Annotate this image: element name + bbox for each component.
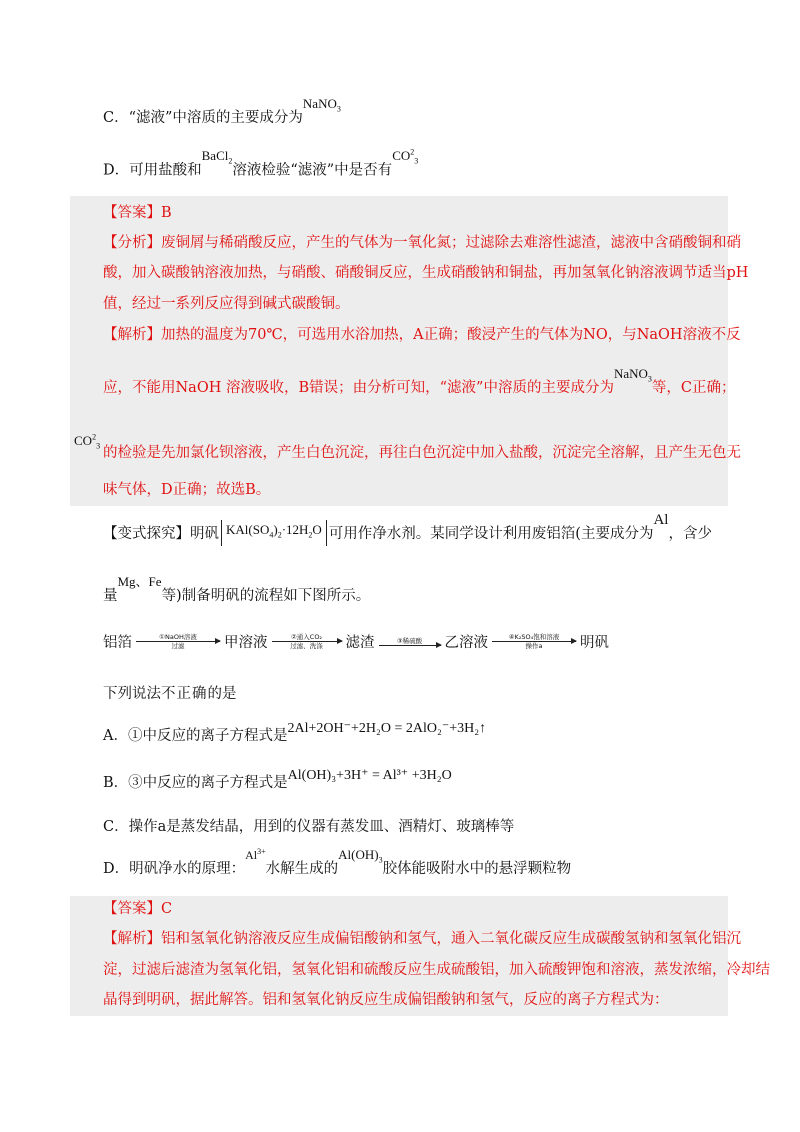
flow-arrow-1: ①NaOH溶液 过滤 <box>136 633 220 650</box>
explain-line-3: 的检验是先加氯化钡溶液，产生白色沉淀，再往白色沉淀中加入盐酸，沉淀完全溶解，且产生无色无 <box>103 445 741 461</box>
answer-line-1: 【答案】B <box>103 205 172 221</box>
aloh3-formula: $Al(OH)_3$ <box>338 847 383 865</box>
bacl2-formula: BaCl$_2$ <box>201 148 233 166</box>
flow-step-residue: 滤渣 <box>345 634 375 651</box>
option-c-text: C．“滤液”中溶质的主要成分为 <box>103 110 303 126</box>
explain-line-2: 应，不能用NaOH 溶液吸收，B错误；由分析可知，“滤液”中溶质的主要成分为NaNO$_3$等，C正确； <box>103 366 736 396</box>
co3-formula-2: $CO^2_3$ <box>74 433 101 451</box>
option-d-q2: D．明矾净水的原理：$^{Al^{3+}}$水解生成的$Al(OH)_3$胶体能吸附水中的悬浮颗粒物 <box>103 847 572 877</box>
question-prompt: 下列说法不正确的是 <box>103 686 237 702</box>
flow-step-alum: 明矾 <box>580 634 609 651</box>
co3-formula: $CO^2_3$ <box>392 148 419 166</box>
option-c-q2: C．操作a是蒸发结晶，用到的仪器有蒸发皿、酒精灯、玻璃棒等 <box>103 819 515 835</box>
flow-arrow-4: ④K₂SO₄饱和溶液 操作a <box>492 633 576 650</box>
mgfe-formula: Mg、Fe <box>117 574 162 589</box>
flow-arrow-3: ③稀硫酸 <box>379 637 441 646</box>
option-d-q1: D．可用盐酸和BaCl$_2$溶液检验“滤液”中是否有$CO^2_3$ <box>103 148 419 179</box>
explain2-line-1: 【解析】铝和氢氧化钠溶液反应生成偏铝酸钠和氢气，通入二氧化碳反应生成碳酸氢钠和氢氧化铝沉 <box>103 931 741 947</box>
explain2-line-3: 晶得到明矾，据此解答。铝和氢氧化钠反应生成偏铝酸钠和氢气，反应的离子方程式为： <box>103 992 669 1008</box>
equation-a: 2Al+2OH⁻+2H₂O = 2AlO₂⁻+3H₂↑ <box>287 721 487 736</box>
nano3-formula-2: NaNO$_3$ <box>613 366 652 384</box>
equation-b: Al(OH)₃+3H⁺ = Al³⁺ +3H₂O <box>287 768 452 783</box>
variant-intro: 【变式探究】明矾 $KAl(SO_4)_2\cdot 12H_2O$ 可用作净水剂。某同学设计利用废铝箔(主要成分为Al，含少 <box>103 524 712 550</box>
al3-ion: Al3+ <box>245 847 266 862</box>
answer-line-2: 【答案】C <box>103 901 173 917</box>
process-flow <box>103 626 609 656</box>
option-c-q1 <box>103 96 341 134</box>
explain-line-1: 【解析】加热的温度为70℃，可选用水浴加热，A正确；酸浸产生的气体为NO，与NaOH溶液不反 <box>103 327 741 343</box>
emphasis-not-correct: 不正确 <box>161 686 208 702</box>
analysis-line-1: 【分析】废铜屑与稀硝酸反应，产生的气体为一氧化氮；过滤除去难溶性滤渣，滤液中含硝酸铜和硝 <box>103 235 741 251</box>
alum-formula: $KAl(SO_4)_2\cdot 12H_2O$ <box>221 520 327 546</box>
explain2-line-2: 淀，过滤后滤渣为氢氧化铝，氢氧化铝和硫酸反应生成硫酸铝，加入硫酸钾饱和溶液，蒸发浓缩，冷却结 <box>103 962 770 978</box>
nano3-formula: NaNO$_3$ <box>302 96 341 114</box>
al-formula: Al <box>653 512 669 528</box>
option-a-q2: A．①中反应的离子方程式是2Al+2OH⁻+2H₂O = 2AlO₂⁻+3H₂↑ <box>103 721 487 744</box>
flow-arrow-2: ②通入CO₂ 过滤、洗涤 <box>272 633 342 650</box>
explain-line-4: 味气体，D正确；故选B。 <box>103 482 271 498</box>
variant-line-2: 量Mg、Fe等)制备明矾的流程如下图所示。 <box>103 574 371 604</box>
option-b-q2: B．③中反应的离子方程式是Al(OH)₃+3H⁺ = Al³⁺ +3H₂O <box>103 768 452 791</box>
analysis-line-3: 值，经过一系列反应得到碱式碳酸铜。 <box>103 296 350 312</box>
analysis-line-2: 酸，加入碳酸钠溶液加热，与硝酸、硝酸铜反应，生成硝酸钠和铜盐，再加氢氧化钠溶液调节适当pH <box>103 265 749 281</box>
flow-step-foil: 铝箔 <box>103 634 132 651</box>
flow-step-solution-b: 乙溶液 <box>444 634 488 651</box>
flow-step-solution-a: 甲溶液 <box>224 634 268 651</box>
